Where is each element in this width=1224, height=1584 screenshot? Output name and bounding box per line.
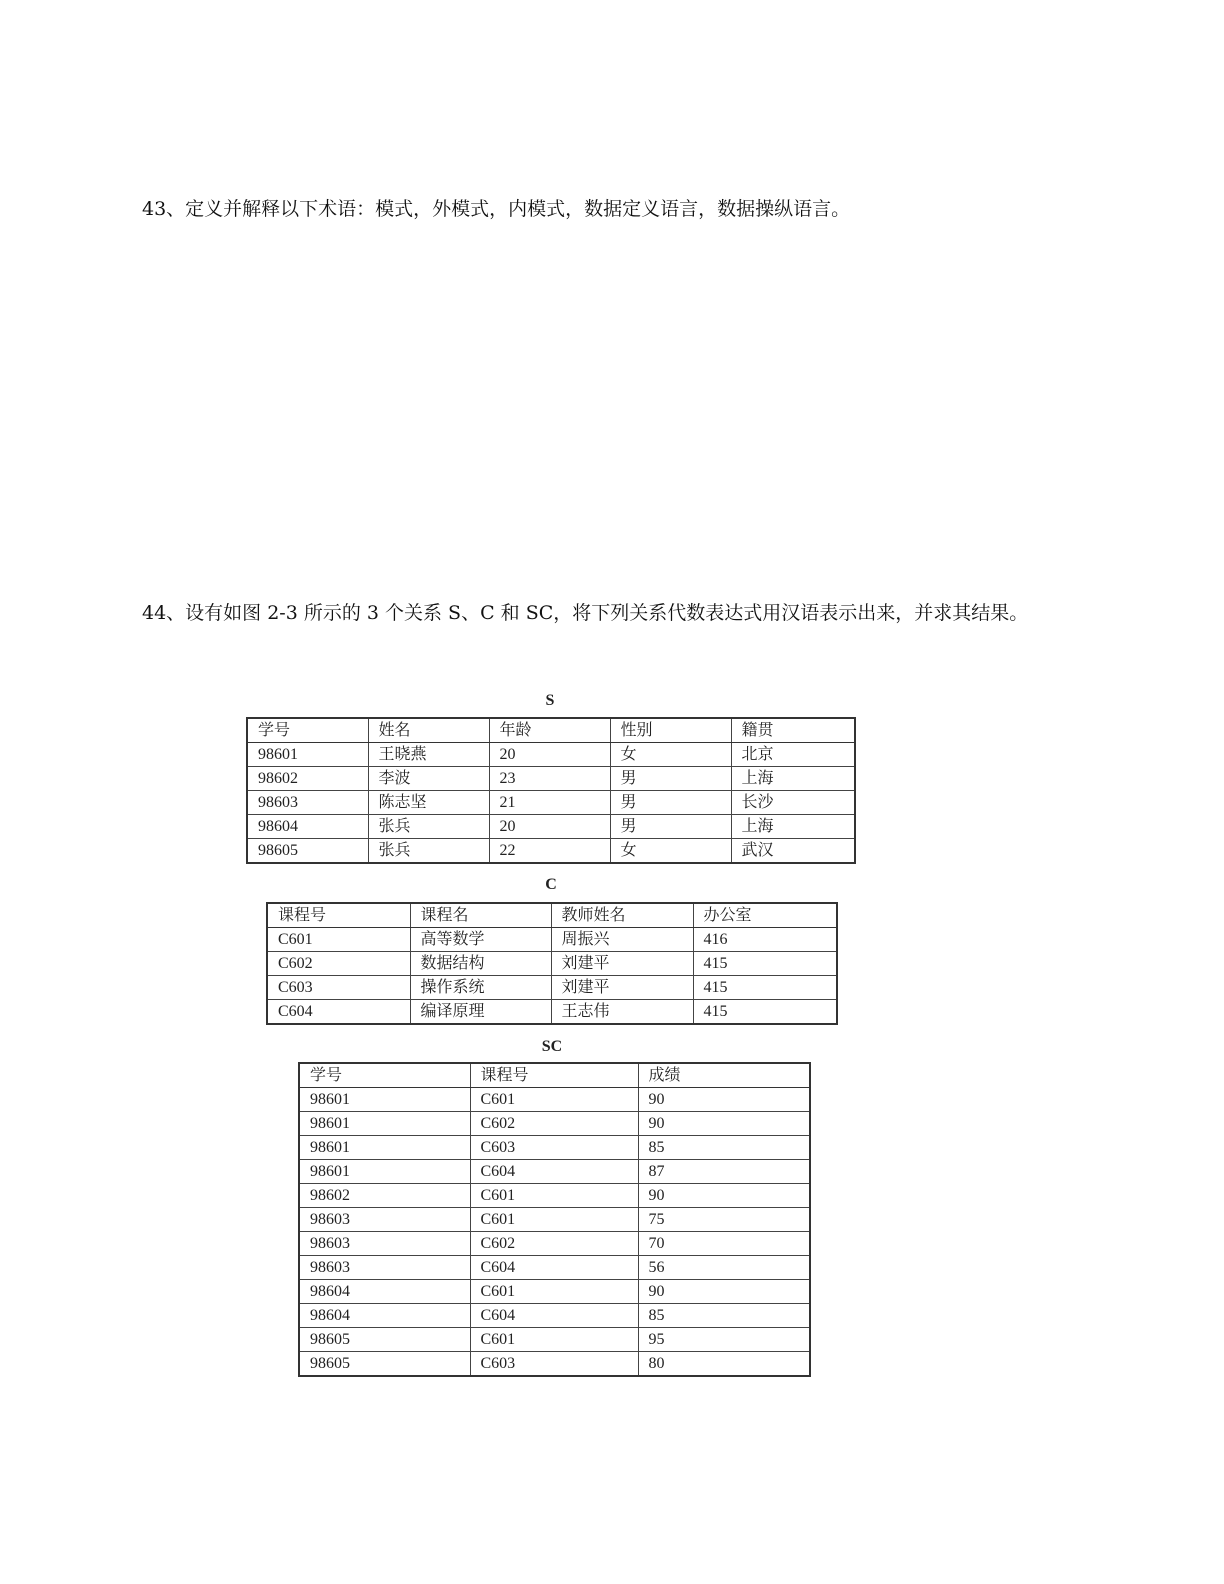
table-cell: 性别 [610, 718, 731, 743]
table-row [299, 1136, 810, 1160]
table-cell: 95 [638, 1328, 810, 1352]
table-cell: 98602 [247, 767, 368, 791]
table-cell: C603 [267, 976, 410, 1000]
table-cell: 85 [638, 1136, 810, 1160]
table-row [247, 839, 855, 864]
table-cell: 男 [610, 791, 731, 815]
table-row [299, 1352, 810, 1377]
table-cell: 武汉 [731, 839, 855, 864]
table-s [246, 717, 856, 864]
question-43: 43、定义并解释以下术语：模式，外模式，内模式，数据定义语言，数据操纵语言。 [142, 198, 851, 220]
table-cell: 上海 [731, 815, 855, 839]
table-row [267, 952, 837, 976]
table-cell: 上海 [731, 767, 855, 791]
table-c [266, 902, 838, 1025]
table-row [247, 743, 855, 767]
table-cell: 98604 [247, 815, 368, 839]
table-cell: 98601 [299, 1136, 470, 1160]
table-cell: 20 [489, 815, 610, 839]
table-cell: C601 [470, 1328, 638, 1352]
table-cell: 75 [638, 1208, 810, 1232]
table-cell: 长沙 [731, 791, 855, 815]
table-cell: 20 [489, 743, 610, 767]
table-cell: C602 [267, 952, 410, 976]
table-row [247, 767, 855, 791]
table-cell: 高等数学 [410, 928, 551, 952]
table-cell: 张兵 [368, 839, 489, 864]
table-row [299, 1232, 810, 1256]
table-cell: 98603 [247, 791, 368, 815]
table-row [267, 1000, 837, 1025]
table-cell: 85 [638, 1304, 810, 1328]
table-cell: 成绩 [638, 1063, 810, 1088]
table-cell: 姓名 [368, 718, 489, 743]
table-cell: 98605 [247, 839, 368, 864]
table-cell: 98604 [299, 1304, 470, 1328]
table-header-row [299, 1063, 810, 1088]
table-sc-caption: SC [541, 1038, 563, 1055]
table-cell: 90 [638, 1088, 810, 1112]
table-cell: 操作系统 [410, 976, 551, 1000]
table-cell: C601 [470, 1280, 638, 1304]
table-cell: 56 [638, 1256, 810, 1280]
table-cell: 416 [693, 928, 837, 952]
table-row [299, 1304, 810, 1328]
table-cell: 年龄 [489, 718, 610, 743]
table-cell: 415 [693, 1000, 837, 1025]
table-cell: 籍贯 [731, 718, 855, 743]
table-cell: C604 [267, 1000, 410, 1025]
table-cell: 北京 [731, 743, 855, 767]
table-cell: 女 [610, 839, 731, 864]
table-cell: 98601 [299, 1088, 470, 1112]
table-row [299, 1184, 810, 1208]
table-cell: 陈志坚 [368, 791, 489, 815]
table-cell: 周振兴 [551, 928, 693, 952]
table-s-caption: S [545, 692, 555, 709]
table-sc [298, 1062, 811, 1377]
table-row [299, 1328, 810, 1352]
table-cell: 数据结构 [410, 952, 551, 976]
table-cell: 课程号 [470, 1063, 638, 1088]
table-cell: C602 [470, 1232, 638, 1256]
table-cell: 98601 [299, 1112, 470, 1136]
table-cell: 女 [610, 743, 731, 767]
table-row [299, 1112, 810, 1136]
table-cell: C601 [470, 1088, 638, 1112]
table-row [299, 1208, 810, 1232]
table-cell: C603 [470, 1352, 638, 1377]
table-cell: 张兵 [368, 815, 489, 839]
table-cell: 男 [610, 767, 731, 791]
table-cell: 98603 [299, 1256, 470, 1280]
table-cell: 课程名 [410, 903, 551, 928]
table-cell: 98604 [299, 1280, 470, 1304]
table-cell: 98605 [299, 1328, 470, 1352]
table-row [247, 815, 855, 839]
table-cell: 21 [489, 791, 610, 815]
table-cell: 王晓燕 [368, 743, 489, 767]
table-cell: 98605 [299, 1352, 470, 1377]
table-cell: 70 [638, 1232, 810, 1256]
table-cell: 22 [489, 839, 610, 864]
table-cell: C604 [470, 1256, 638, 1280]
table-cell: 学号 [299, 1063, 470, 1088]
table-c-caption: C [545, 876, 557, 893]
table-cell: 23 [489, 767, 610, 791]
table-cell: 男 [610, 815, 731, 839]
table-row [299, 1160, 810, 1184]
table-cell: C601 [470, 1184, 638, 1208]
table-cell: 87 [638, 1160, 810, 1184]
table-row [299, 1256, 810, 1280]
table-cell: 98602 [299, 1184, 470, 1208]
table-cell: C602 [470, 1112, 638, 1136]
table-cell: 刘建平 [551, 976, 693, 1000]
table-cell: 80 [638, 1352, 810, 1377]
table-cell: C603 [470, 1136, 638, 1160]
table-cell: 90 [638, 1184, 810, 1208]
table-row [299, 1088, 810, 1112]
table-cell: 90 [638, 1112, 810, 1136]
table-cell: 90 [638, 1280, 810, 1304]
table-cell: C601 [267, 928, 410, 952]
table-cell: 98601 [247, 743, 368, 767]
table-cell: 学号 [247, 718, 368, 743]
table-row [247, 791, 855, 815]
table-row [299, 1280, 810, 1304]
table-cell: 98601 [299, 1160, 470, 1184]
table-cell: 办公室 [693, 903, 837, 928]
table-cell: 415 [693, 976, 837, 1000]
table-cell: 课程号 [267, 903, 410, 928]
table-row [267, 928, 837, 952]
table-header-row [267, 903, 837, 928]
table-cell: 教师姓名 [551, 903, 693, 928]
table-cell: C604 [470, 1160, 638, 1184]
table-row [267, 976, 837, 1000]
table-cell: C604 [470, 1304, 638, 1328]
table-cell: 98603 [299, 1232, 470, 1256]
table-header-row [247, 718, 855, 743]
table-cell: 98603 [299, 1208, 470, 1232]
table-cell: 刘建平 [551, 952, 693, 976]
table-cell: 李波 [368, 767, 489, 791]
table-cell: C601 [470, 1208, 638, 1232]
table-cell: 415 [693, 952, 837, 976]
question-44: 44、设有如图 2-3 所示的 3 个关系 S、C 和 SC，将下列关系代数表达式用汉语表示出来，并求其结果。 [142, 602, 1029, 624]
table-cell: 王志伟 [551, 1000, 693, 1025]
table-cell: 编译原理 [410, 1000, 551, 1025]
